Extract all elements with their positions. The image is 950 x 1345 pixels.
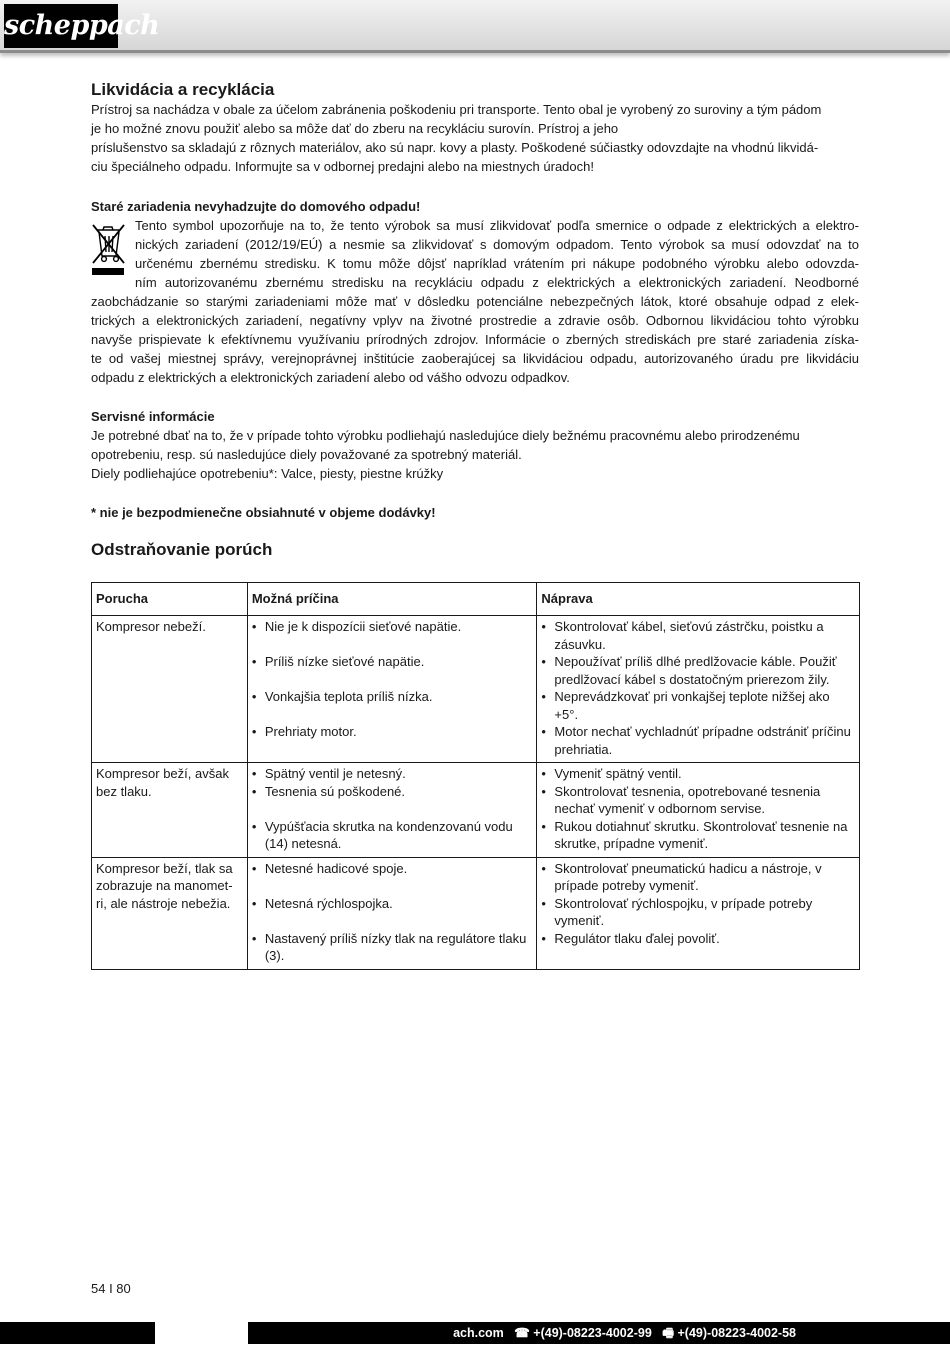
cause-item: • Príliš nízke sieťové napätie. bbox=[252, 653, 533, 671]
remedy-item: • Neprevádzkovať pri vonkajšej teplote nižšej ako +5°. bbox=[541, 688, 855, 723]
service-line: Je potrebné dbať na to, že v prípade tohto výrobku podliehajú nasledujúce diely bežnému pracovnému alebo prirodzenému bbox=[91, 428, 800, 443]
remedy-item: • Skontrolovať kábel, sieťovú zástrčku, poistku a zásuvku. bbox=[541, 618, 855, 653]
remedy-item: • Vymeniť spätný ventil. bbox=[541, 765, 855, 783]
page-header bbox=[0, 0, 950, 53]
service-note-block bbox=[91, 503, 859, 522]
remedy-item: • Skontrolovať rýchlospojku, v prípade potreby vymeniť. bbox=[541, 895, 855, 930]
weee-line: zaobchádzanie so starými zariadeniami môže mať v dôsledku potenciálne nebezpečných látok, ktoré obsahuje odpad z elek- bbox=[91, 294, 859, 309]
page-footer bbox=[0, 1322, 950, 1344]
disposal-line: Prístroj sa nachádza v obale za účelom zabránenia poškodeniu pri transporte. Tento obal je vyrobený zo suroviny a tým pádom bbox=[91, 102, 822, 117]
service-note: * nie je bezpodmienečne obsiahnuté v objeme dodávky! bbox=[91, 505, 436, 520]
remedy-item: • Nepoužívať príliš dlhé predlžovacie káble. Použiť predlžovací kábel s dostatočným prierezom žily. bbox=[541, 653, 855, 688]
section-troubleshooting bbox=[91, 540, 859, 560]
service-line: Diely podliehajúce opotrebeniu*: Valce, piesty, piestne krúžky bbox=[91, 466, 444, 481]
remedy-item: • Regulátor tlaku ďalej povoliť. bbox=[541, 930, 855, 948]
phone-number: +(49)-08223-4002-99 bbox=[533, 1326, 652, 1340]
cause-cell bbox=[247, 763, 537, 858]
remedy-item: • Skontrolovať tesnenia, opotrebované tesnenia nechať vymeniť v odbornom servise. bbox=[541, 783, 855, 818]
fax-icon: 🖷 bbox=[662, 1326, 675, 1340]
table-header-row bbox=[92, 583, 860, 616]
footer-contact bbox=[453, 1322, 796, 1344]
weee-indented-text bbox=[135, 216, 859, 292]
cause-item: • Spätný ventil je netesný. bbox=[252, 765, 533, 783]
disposal-line: je ho možné znovu použiť alebo sa môže dať do zberu na recykláciu surovín. Prístroj a jeho bbox=[91, 121, 619, 136]
weee-line: te od vašej miestnej správy, verejnoprávnej inštitúcie zaoberajúcej sa likvidáciou odpadu, autorizovaného úradu pre likvidáciu bbox=[91, 351, 859, 366]
remedy-item: • Rukou dotiahnuť skrutku. Skontrolovať tesnenie na skrutke, prípadne vymeniť. bbox=[541, 818, 855, 853]
weee-line: Tento symbol upozorňuje na to, že tento výrobok sa musí zlikvidovať podľa smernice o odpade z elektrických a elektro- bbox=[135, 218, 859, 233]
footer-white-block bbox=[155, 1322, 248, 1344]
troubleshooting-table bbox=[91, 582, 860, 970]
cause-cell bbox=[247, 857, 537, 969]
weee-crossed-bin-icon bbox=[91, 222, 127, 278]
remedy-cell bbox=[537, 616, 860, 763]
cause-item: • Netesná rýchlospojka. bbox=[252, 895, 533, 913]
fault-cell: Kompresor beží, tlak sa zobrazuje na manomet-ri, ale nástroje nebežia. bbox=[92, 857, 248, 969]
cause-item: • Netesné hadicové spoje. bbox=[252, 860, 533, 878]
weee-full-text bbox=[91, 292, 859, 387]
fault-cell: Kompresor beží, avšak bez tlaku. bbox=[92, 763, 248, 858]
section-weee-heading bbox=[91, 197, 859, 216]
table-row bbox=[92, 763, 860, 858]
weee-line: ním autorizovanému zbernému stredisku na recykláciu odpadu z elektrických a elektronických zariadení. Neodborné bbox=[135, 275, 859, 290]
weee-line: nických zariadení (2012/19/EÚ) a nesmie sa zlikvidovať s domovým odpadom. Tento výrobok sa musí odovzdať na to bbox=[135, 237, 859, 252]
service-line: opotrebeniu, resp. sú nasledujúce diely považované za spotrebný materiál. bbox=[91, 447, 522, 462]
column-header-cause: Možná príčina bbox=[247, 583, 537, 616]
page-number: 54 I 80 bbox=[91, 1281, 131, 1296]
remedy-item: • Motor nechať vychladnúť prípadne odstrániť príčinu prehriatia. bbox=[541, 723, 855, 758]
cause-item: • Vypúšťacia skrutka na kondenzovanú vodu (14) netesná. bbox=[252, 818, 533, 853]
table-row bbox=[92, 857, 860, 969]
weee-line: trických a elektronických zariadení, negatívny vplyv na životné prostredie a zdravie osôb. Odbornou likvidáciou tohto výrobku bbox=[91, 313, 859, 328]
disposal-line: príslušenstvo sa skladajú z rôznych materiálov, ako sú napr. kovy a plasty. Poškodené súčiastky odovzdajte na vhodnú likvidá- bbox=[91, 140, 819, 155]
remedy-item: • Skontrolovať pneumatickú hadicu a nástroje, v prípade potreby vymeniť. bbox=[541, 860, 855, 895]
section-title-troubleshooting: Odstraňovanie porúch bbox=[91, 540, 273, 559]
remedy-cell bbox=[537, 763, 860, 858]
table-row bbox=[92, 616, 860, 763]
cause-item: • Nastavený príliš nízky tlak na regulátore tlaku (3). bbox=[252, 930, 533, 965]
website-link[interactable]: ach.com bbox=[453, 1326, 504, 1340]
section-service bbox=[91, 407, 859, 483]
section-title-disposal: Likvidácia a recyklácia bbox=[91, 80, 275, 99]
brand-logo: scheppach bbox=[4, 4, 118, 48]
fax-number: +(49)-08223-4002-58 bbox=[677, 1326, 796, 1340]
cause-item: • Tesnenia sú poškodené. bbox=[252, 783, 533, 801]
weee-line: určenému zbernému stredisku. K tomu môže dôjsť napríklad vrátením pri nákupe podobného výrobku alebo odovzda- bbox=[135, 256, 859, 271]
section-disposal bbox=[91, 80, 859, 176]
column-header-fault: Porucha bbox=[92, 583, 248, 616]
cause-item: • Vonkajšia teplota príliš nízka. bbox=[252, 688, 533, 706]
column-header-remedy: Náprava bbox=[537, 583, 860, 616]
fault-cell: Kompresor nebeží. bbox=[92, 616, 248, 763]
weee-heading: Staré zariadenia nevyhadzujte do domového odpadu! bbox=[91, 199, 421, 214]
cause-item: • Prehriaty motor. bbox=[252, 723, 533, 741]
service-heading: Servisné informácie bbox=[91, 409, 215, 424]
weee-line: navyše prispievate k efektívnemu využívaniu prírodných zdrojov. Informácie o zberných strediskách pre staré zariadenia získa- bbox=[91, 332, 859, 347]
cause-cell bbox=[247, 616, 537, 763]
remedy-cell bbox=[537, 857, 860, 969]
disposal-line: ciu špeciálneho odpadu. Informujte sa v odbornej predajni alebo na miestnych úradoch! bbox=[91, 159, 594, 174]
phone-icon: ☎ bbox=[514, 1326, 530, 1340]
weee-line: odpadu z elektrických a elektronických zariadení alebo od vášho odvozu odpadkov. bbox=[91, 370, 570, 385]
cause-item: • Nie je k dispozícii sieťové napätie. bbox=[252, 618, 533, 636]
